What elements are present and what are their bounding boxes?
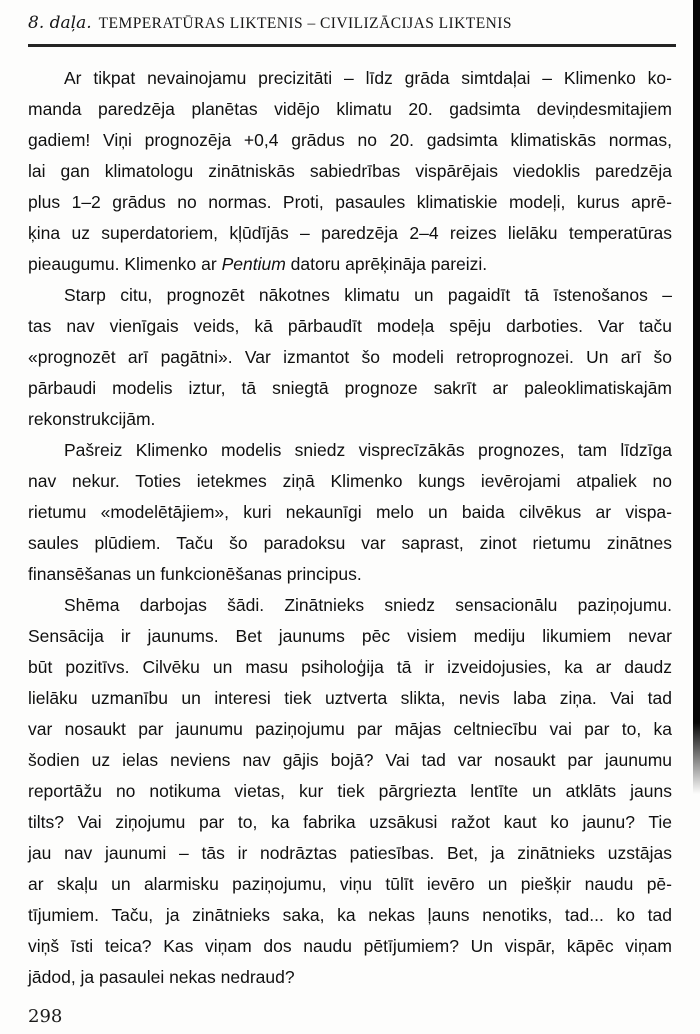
text-line: ar skaļu un alarmisku paziņojumu, viņu tūlīt ievēro un piešķir naudu pē- [28,874,672,894]
paragraph [28,280,672,435]
page-number: 298 [28,1006,63,1027]
text-segment: pieaugumu. Klimenko ar [28,254,222,274]
text-line: var nosaukt par jaunumu paziņojumu par mājas celtniecību vai par to, ka [28,719,672,739]
part-label: 8. daļa. [28,13,92,33]
page-title: TEMPERATŪRAS LIKTENIS – CIVILIZĀCIJAS LIKTENIS [98,15,512,32]
text-line: nav nekur. Toties ietekmes ziņā Klimenko kungs ievērojami atpaliek no [28,471,672,491]
scan-edge-artifact [693,0,700,794]
text-line: finansēšanas un funkcionēšanas principus. [28,564,362,584]
text-line: jau nav jaunumi – tās ir nodrāztas patiesības. Bet, ja zinātnieks uzstājas [28,843,672,863]
paragraph [28,435,672,590]
text-segment: datoru aprēķināja pareizi. [285,254,488,274]
text-line: rekonstrukcijām. [28,409,156,429]
text-line: ķina uz superdatoriem, kļūdījās – paredzēja 2–4 reizes lielāku temperatūras [28,223,672,243]
text-line: lielāku uzmanību un interesi tiek uztverta slikta, nevis laba ziņa. Vai tad [28,688,672,708]
italic-term: Pentium [221,254,286,274]
text-line: manda paredzēja planētas vidējo klimatu 20. gadsimta deviņdesmitajiem [28,99,672,119]
text-line: saules plūdiem. Taču šo paradoksu var saprast, zinot rietumu zinātnes [28,533,672,553]
paragraph [28,590,672,993]
text-line: plus 1–2 grādus no normas. Proti, pasaules klimatiskie modeļi, kurus aprē- [28,192,672,212]
text-line: tas nav vienīgais veids, kā pārbaudīt modeļa spēju darboties. Var taču [28,316,672,336]
text-line: reportāžu no notikuma vietas, kur tiek pārgriezta lentīte un atklāts jauns [28,781,672,801]
header-rule [28,44,676,47]
text-line: jādod, ja pasaulei nekas nedraud? [28,967,295,987]
text-line: būt pozitīvs. Cilvēku un masu psiholoģija tā ir izveidojusies, ka ar daudz [28,657,672,677]
text-line: tījumiem. Taču, ja zinātnieks saka, ka nekas ļauns nenotiks, tad... ko tad [28,905,672,925]
text-line: Sensācija ir jaunums. Bet jaunums pēc visiem mediju likumiem nevar [28,626,672,646]
text-line: Pašreiz Klimenko modelis sniedz visprecīzākās prognozes, tam līdzīga [64,440,672,460]
text-line: šodien uz ielas neviens nav gājis bojā? Vai tad var nosaukt par jaunumu [28,750,672,770]
text-line: Starp citu, prognozēt nākotnes klimatu un pagaidīt tā īstenošanos – [64,285,672,305]
text-line [28,249,672,280]
text-line: Shēma darbojas šādi. Zinātnieks sniedz sensacionālu paziņojumu. [64,595,672,615]
text-line: pārbaudi modelis iztur, tā sniegtā prognoze sakrīt ar paleoklimatiskajām [28,378,672,398]
text-line: «prognozēt arī pagātni». Var izmantot šo modeli retroprognozei. Un arī šo [28,347,672,367]
text-line: viņš īsti teica? Kas viņam dos naudu pētījumiem? Un vispār, kāpēc viņam [28,936,672,956]
text-line: tilts? Vai ziņojumu par to, ka fabrika uzsākusi ražot kaut ko jaunu? Tie [28,812,672,832]
text-line: Ar tikpat nevainojamu precizitāti – līdz grāda simtdaļai – Klimenko ko- [64,68,672,88]
text-line: rietumu «modelētājiem», kuri nekaunīgi melo un baida cilvēkus ar vispa- [28,502,672,522]
text-line: lai gan klimatologu zinātniskās sabiedrības vispārējais viedoklis paredzēja [28,161,672,181]
paragraph [28,63,672,280]
text-line: gadiem! Viņi prognozēja +0,4 grādus no 20. gadsimta klimatiskās normas, [28,130,672,150]
chapter-header [28,13,678,33]
body-text [28,63,672,993]
